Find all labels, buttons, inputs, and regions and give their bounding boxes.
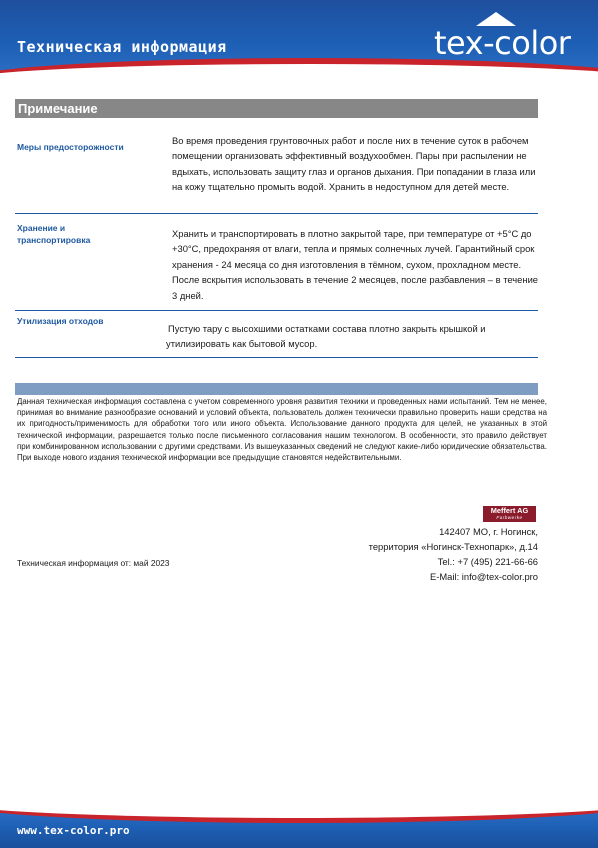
disclaimer-bar (15, 383, 538, 395)
row-text-disposal: Пустую тару с высохшими остатками состава плотно закрыть крышкой и утилизировать как бытовой мусор. (166, 323, 486, 350)
address-line: 142407 МО, г. Ногинск, (439, 526, 538, 537)
footer-swoosh (0, 808, 598, 823)
row-label-disposal: Утилизация отходов (17, 316, 104, 326)
meffert-logo: Meffert AG Farbwerke (483, 506, 536, 522)
website-url: www.tex-color.pro (17, 824, 130, 837)
disclaimer-text: Данная техническая информация составлена с учетом современного уровня развития техники и проведенных нами испытаний. Тем не менее, принимая во внимание разнообразие оснований и условий объекта, пользователь должен технически правильно проверить наши средства на их пригодность/применимость для обработки того или иного объекта. Использование данного продукта для целей, не указанных в этой технической информации, разрешается только после письменного согласования нашим технологом. В особенности, это правило действует при комбинированном использовании с другими средствами. Из вышеуказанных сведений не следуют какие-либо юридические обязательства. При выходе нового издания технической информации все предыдущие становятся недействительными. (17, 397, 547, 463)
address-block (369, 524, 538, 584)
row-label-precautions: Меры предосторожности (17, 142, 124, 152)
page-title: Техническая информация (17, 38, 227, 56)
tex-color-logo (434, 12, 584, 62)
address-line: территория «Ногинск-Технопарк», д.14 (368, 541, 538, 552)
phone-line: Tel.: +7 (495) 221-66-66 (437, 556, 538, 567)
logo-wordmark: tex-color (434, 24, 571, 62)
row-separator (15, 357, 538, 358)
row-text-precautions: Во время проведения грунтовочных работ и после них в течение суток в рабочем помещении организовать эффективный воздухообмен. Пары при распылении не вдыхать, использовать защиту глаз и органов дыхания. При попадании в глаза или на кожу тщательно промыть водой. Хранить в недоступном для детей месте. (172, 135, 536, 193)
row-label-storage: Хранение и транспортировка (17, 223, 91, 245)
row-text-storage: Хранить и транспортировать в плотно закрытой таре, при температуре от +5°С до +30°С, предохраняя от влаги, тепла и прямых солнечных лучей. Гарантийный срок хранения - 24 месяца со дня изготовления в тёмном, сухом, прохладном месте. После вскрытия использовать в течение 2 месяцев, после разбавления – в течение 3 дней. (172, 228, 539, 301)
row-separator (15, 310, 538, 311)
header-band (0, 0, 598, 78)
footer-band (0, 808, 598, 848)
section-heading: Примечание (15, 99, 538, 118)
revision-date: Техническая информация от: май 2023 (17, 558, 170, 568)
row-separator (15, 213, 538, 214)
email-line: E-Mail: info@tex-color.pro (430, 571, 538, 582)
